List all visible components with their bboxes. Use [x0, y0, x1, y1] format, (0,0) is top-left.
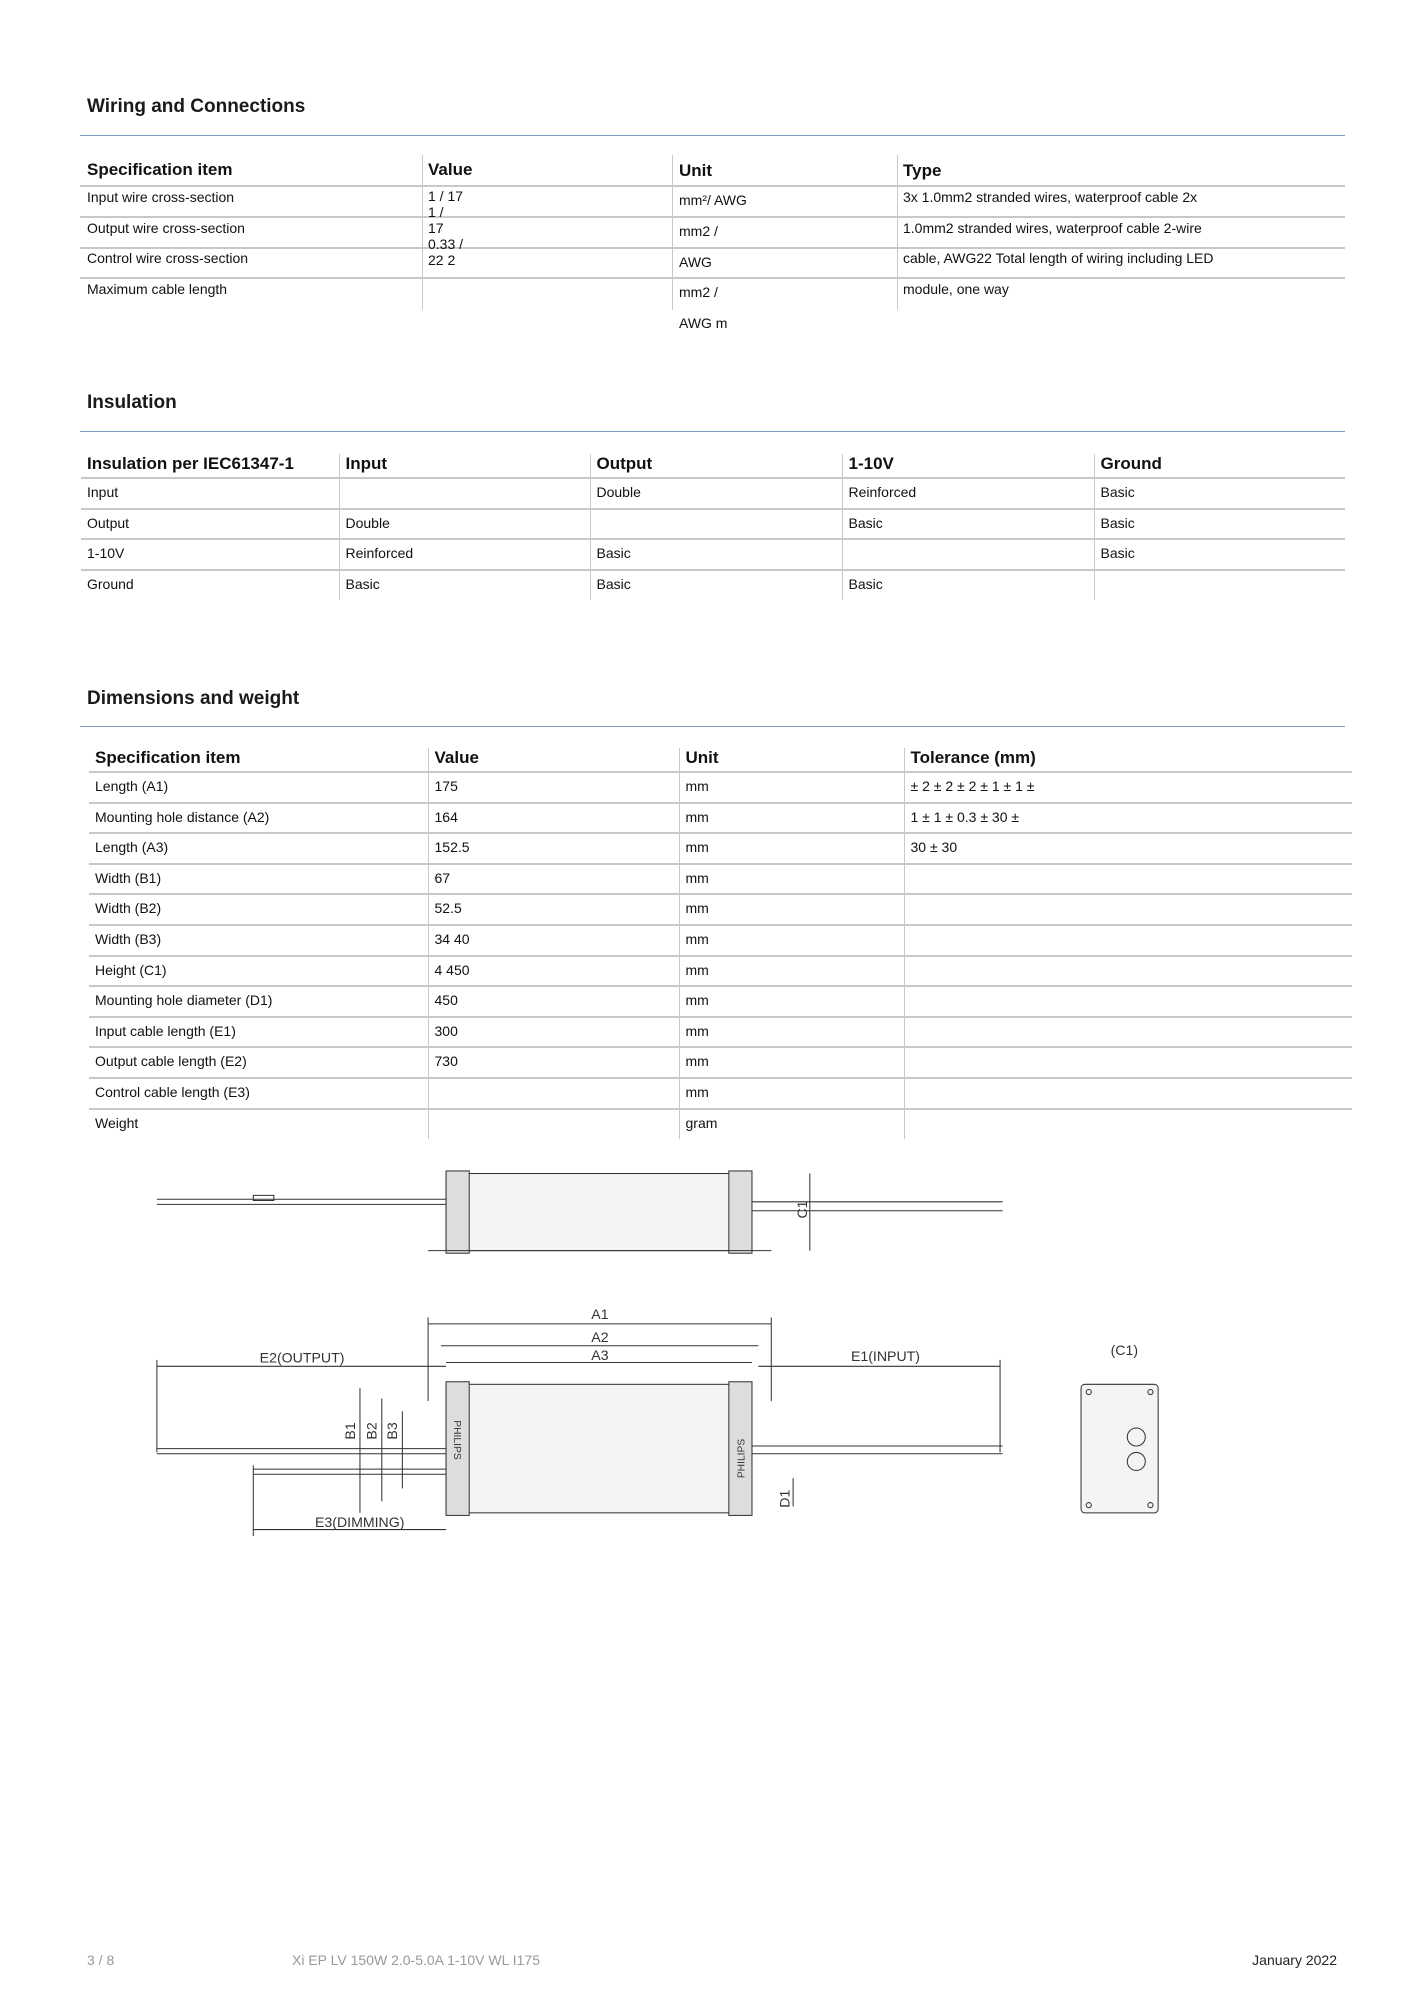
table-cell: Ground [81, 570, 339, 601]
table-cell: Length (A1) [89, 772, 428, 803]
table-cell: Mounting hole distance (A2) [89, 803, 428, 834]
table-cell: Double [590, 478, 842, 509]
table-cell: Basic [1094, 539, 1345, 570]
column-header: Value [428, 160, 473, 179]
table-cell: mm [679, 986, 904, 1017]
table-cell: 4 450 [428, 956, 679, 987]
table-cell: 175 [428, 772, 679, 803]
table-cell: Input cable length (E1) [89, 1017, 428, 1048]
table-cell: Basic [1094, 478, 1345, 509]
column-header: Unit [679, 748, 904, 772]
table-cell: Double [339, 509, 590, 540]
label-e2: E2(OUTPUT) [259, 1349, 345, 1366]
column-header: Value [428, 748, 679, 772]
table-cell: mm [679, 956, 904, 987]
brand-logo: PHILIPS [450, 1420, 462, 1460]
label-a3: A3 [591, 1346, 609, 1363]
table-cell: mm [679, 894, 904, 925]
label-e3: E3(DIMMING) [314, 1513, 405, 1530]
spec-item: Maximum cable length [87, 281, 228, 297]
column-header: Specification item [87, 160, 233, 179]
unit-text: mm2 / [679, 284, 718, 300]
column-header: Ground [1094, 454, 1345, 478]
brand-logo: PHILIPS [736, 1438, 748, 1479]
table-cell: ± 2 ± 2 ± 2 ± 1 ± 1 ± [904, 772, 1352, 803]
label-c1-end: (C1) [1110, 1341, 1139, 1358]
document-date: January 2022 [1252, 1952, 1337, 1968]
column-header: Insulation per IEC61347-1 [87, 454, 294, 473]
table-cell: 1-10V [81, 539, 339, 570]
table-cell: mm [679, 864, 904, 895]
table-cell: Output cable length (E2) [89, 1047, 428, 1078]
column-header: Tolerance (mm) [904, 748, 1352, 772]
table-cell: mm [679, 803, 904, 834]
table-cell: Basic [590, 570, 842, 601]
table-cell: Basic [842, 509, 1094, 540]
product-name: Xi EP LV 150W 2.0-5.0A 1-10V WL I175 [292, 1952, 540, 1968]
table-cell: 52.5 [428, 894, 679, 925]
table-cell: Width (B2) [89, 894, 428, 925]
column-header: Output [590, 454, 842, 478]
value-text: 1 / 17 [428, 188, 464, 204]
table-cell: Reinforced [339, 539, 590, 570]
table-cell: 1 ± 1 ± 0.3 ± 30 ± [904, 803, 1352, 834]
side-view [157, 1171, 1003, 1253]
table-cell: gram [679, 1109, 904, 1140]
table-cell: Control cable length (E3) [89, 1078, 428, 1109]
column-header: Unit [679, 161, 713, 180]
unit-text: AWG [679, 254, 712, 270]
table-cell: 67 [428, 864, 679, 895]
spec-item: Input wire cross-section [87, 189, 235, 205]
table-cell: mm [679, 1078, 904, 1109]
spec-item: Control wire cross-section [87, 250, 249, 266]
label-b1: B1 [341, 1422, 358, 1440]
section-title-dimensions: Dimensions and weight [87, 688, 300, 709]
table-cell: Mounting hole diameter (D1) [89, 986, 428, 1017]
table-cell: Weight [89, 1109, 428, 1140]
table-cell: 30 ± 30 [904, 833, 1352, 864]
unit-text: AWG m [679, 315, 728, 331]
spec-item: Output wire cross-section [87, 220, 245, 236]
value-text: 1 / [428, 204, 444, 220]
label-e1: E1(INPUT) [850, 1348, 921, 1365]
type-text: cable, AWG22 Total length of wiring including LED [903, 250, 1214, 266]
column-header: 1-10V [842, 454, 1094, 478]
value-text: 22 2 [428, 252, 456, 268]
label-d1: D1 [776, 1489, 793, 1508]
label-a2: A2 [591, 1328, 609, 1345]
table-cell: Basic [842, 570, 1094, 601]
unit-text: mm2 / [679, 223, 718, 239]
label-b2: B2 [363, 1422, 380, 1440]
end-view [1081, 1342, 1158, 1513]
label-a1: A1 [591, 1305, 609, 1322]
table-cell: Output [81, 509, 339, 540]
table-cell: Width (B1) [89, 864, 428, 895]
type-text: 3x 1.0mm2 stranded wires, waterproof cable 2x [903, 189, 1198, 205]
label-c1: C1 [794, 1200, 811, 1219]
table-cell: Basic [339, 570, 590, 601]
column-header: Type [903, 161, 942, 180]
table-cell: 152.5 [428, 833, 679, 864]
table-cell: mm [679, 925, 904, 956]
table-cell: mm [679, 772, 904, 803]
column-header: Input [339, 454, 590, 478]
table-cell: Width (B3) [89, 925, 428, 956]
table-cell: Basic [1094, 509, 1345, 540]
section-title-insulation: Insulation [87, 392, 177, 413]
section-title-wiring: Wiring and Connections [87, 96, 306, 117]
type-text: 1.0mm2 stranded wires, waterproof cable 2-wire [903, 220, 1202, 236]
table-cell: mm [679, 833, 904, 864]
table-cell: Length (A3) [89, 833, 428, 864]
table-cell: 300 [428, 1017, 679, 1048]
value-text: 0.33 / [428, 236, 464, 252]
table-cell: mm [679, 1047, 904, 1078]
table-cell: 164 [428, 803, 679, 834]
column-header: Specification item [95, 748, 241, 767]
page-number: 3 / 8 [87, 1952, 115, 1968]
table-cell: Input [81, 478, 339, 509]
top-view [157, 1306, 1003, 1536]
table-cell: Reinforced [842, 478, 1094, 509]
label-b3: B3 [384, 1422, 401, 1440]
value-text: 17 [428, 220, 444, 236]
unit-text: mm²/ AWG [679, 192, 747, 208]
table-cell: 730 [428, 1047, 679, 1078]
table-cell: mm [679, 1017, 904, 1048]
type-text: module, one way [903, 281, 1009, 297]
table-cell: 450 [428, 986, 679, 1017]
table-cell: 34 40 [428, 925, 679, 956]
table-cell: Height (C1) [89, 956, 428, 987]
table-cell: Basic [590, 539, 842, 570]
